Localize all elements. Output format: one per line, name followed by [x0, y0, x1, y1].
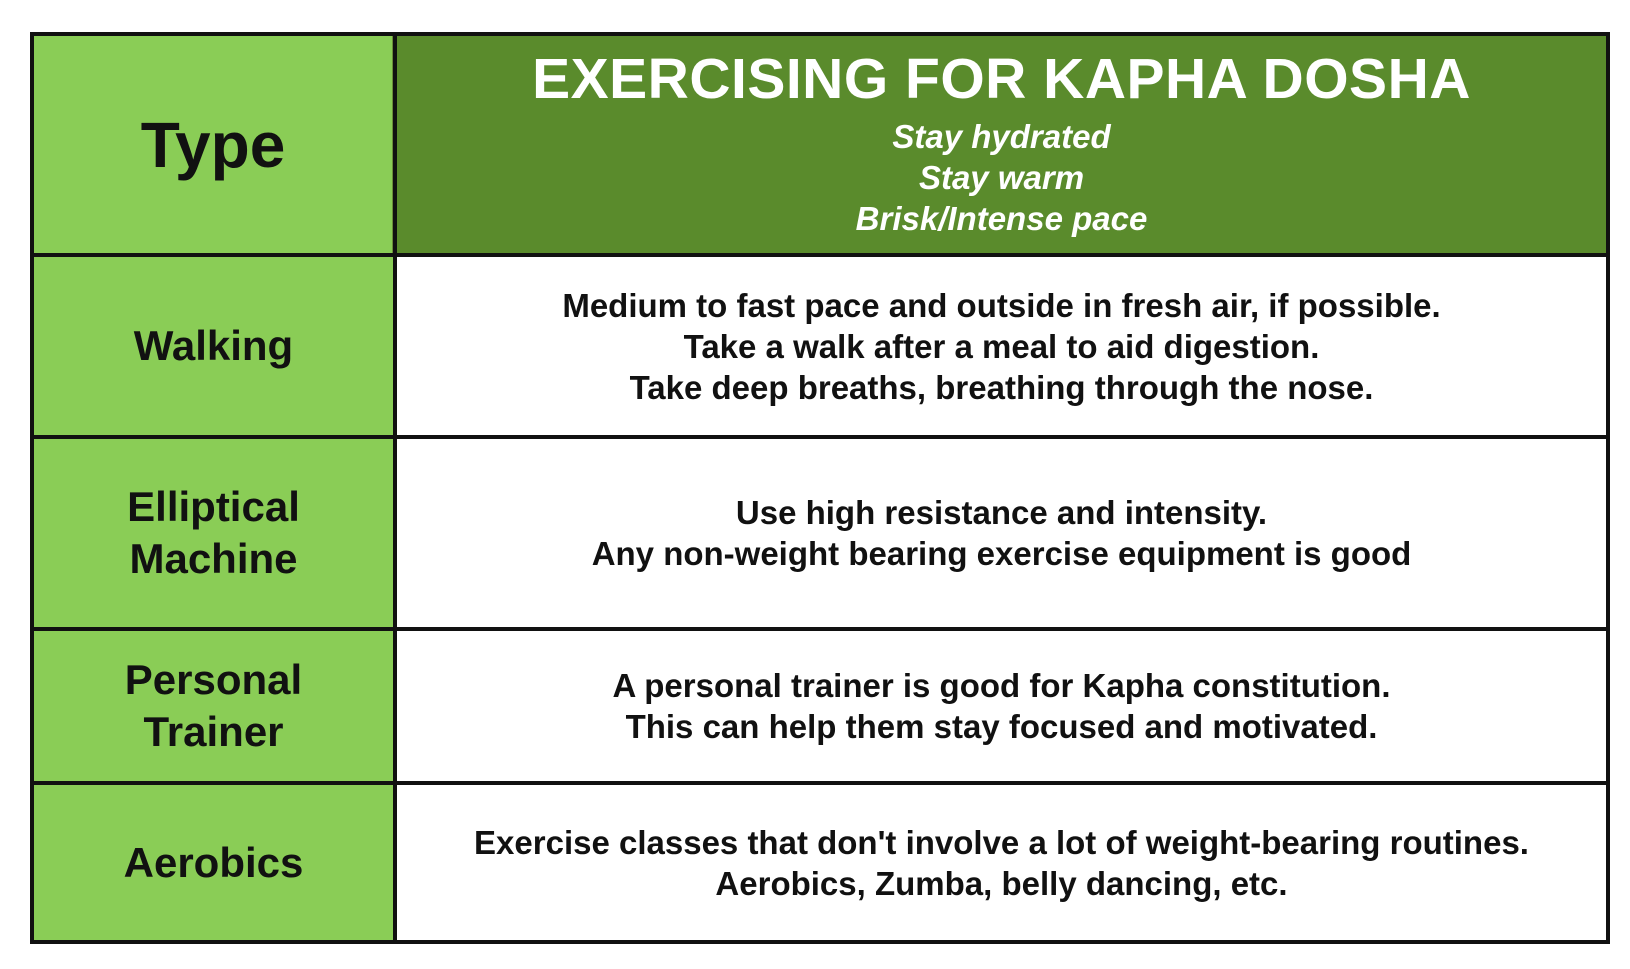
table-row-description-walking: [397, 257, 1606, 435]
table-title-header: [397, 36, 1606, 253]
table-row-type-aerobics: [34, 785, 393, 940]
subtitle-line: Stay warm: [918, 159, 1085, 196]
table-title: EXERCISING FOR KAPHA DOSHA: [532, 47, 1471, 111]
table-row-type-elliptical: [34, 439, 393, 627]
description-line: Aerobics, Zumba, belly dancing, etc.: [715, 864, 1288, 902]
description-line: Use high resistance and intensity.: [735, 494, 1268, 531]
type-header-label: Type: [140, 108, 286, 181]
table-row-type-walking: [34, 257, 393, 435]
subtitle-line: Brisk/Intense pace: [855, 200, 1148, 237]
type-label: Elliptical: [127, 483, 300, 530]
table-row-description-personal-trainer: [397, 631, 1606, 781]
table-row-description-elliptical: [397, 439, 1606, 627]
type-column-header: [34, 36, 393, 253]
description-line: Take deep breaths, breathing through the nose.: [629, 368, 1374, 406]
description-line: A personal trainer is good for Kapha constitution.: [612, 667, 1391, 704]
subtitle-line: Stay hydrated: [892, 118, 1111, 155]
description-line: Medium to fast pace and outside in fresh air, if possible.: [562, 286, 1441, 324]
table-row-type-personal-trainer: [34, 631, 393, 781]
description-line: This can help them stay focused and motivated.: [625, 708, 1378, 745]
type-label: Walking: [133, 322, 294, 369]
table-row-description-aerobics: [397, 785, 1606, 940]
type-label: Aerobics: [123, 838, 304, 886]
type-label: Trainer: [143, 708, 284, 755]
description-line: Exercise classes that don't involve a lot of weight-bearing routines.: [474, 823, 1529, 861]
description-line: Any non-weight bearing exercise equipment is good: [591, 535, 1412, 572]
type-label: Personal: [124, 656, 303, 703]
type-label: Machine: [129, 535, 298, 582]
description-line: Take a walk after a meal to aid digestion.: [683, 327, 1320, 365]
kapha-exercise-table: [30, 32, 1610, 944]
